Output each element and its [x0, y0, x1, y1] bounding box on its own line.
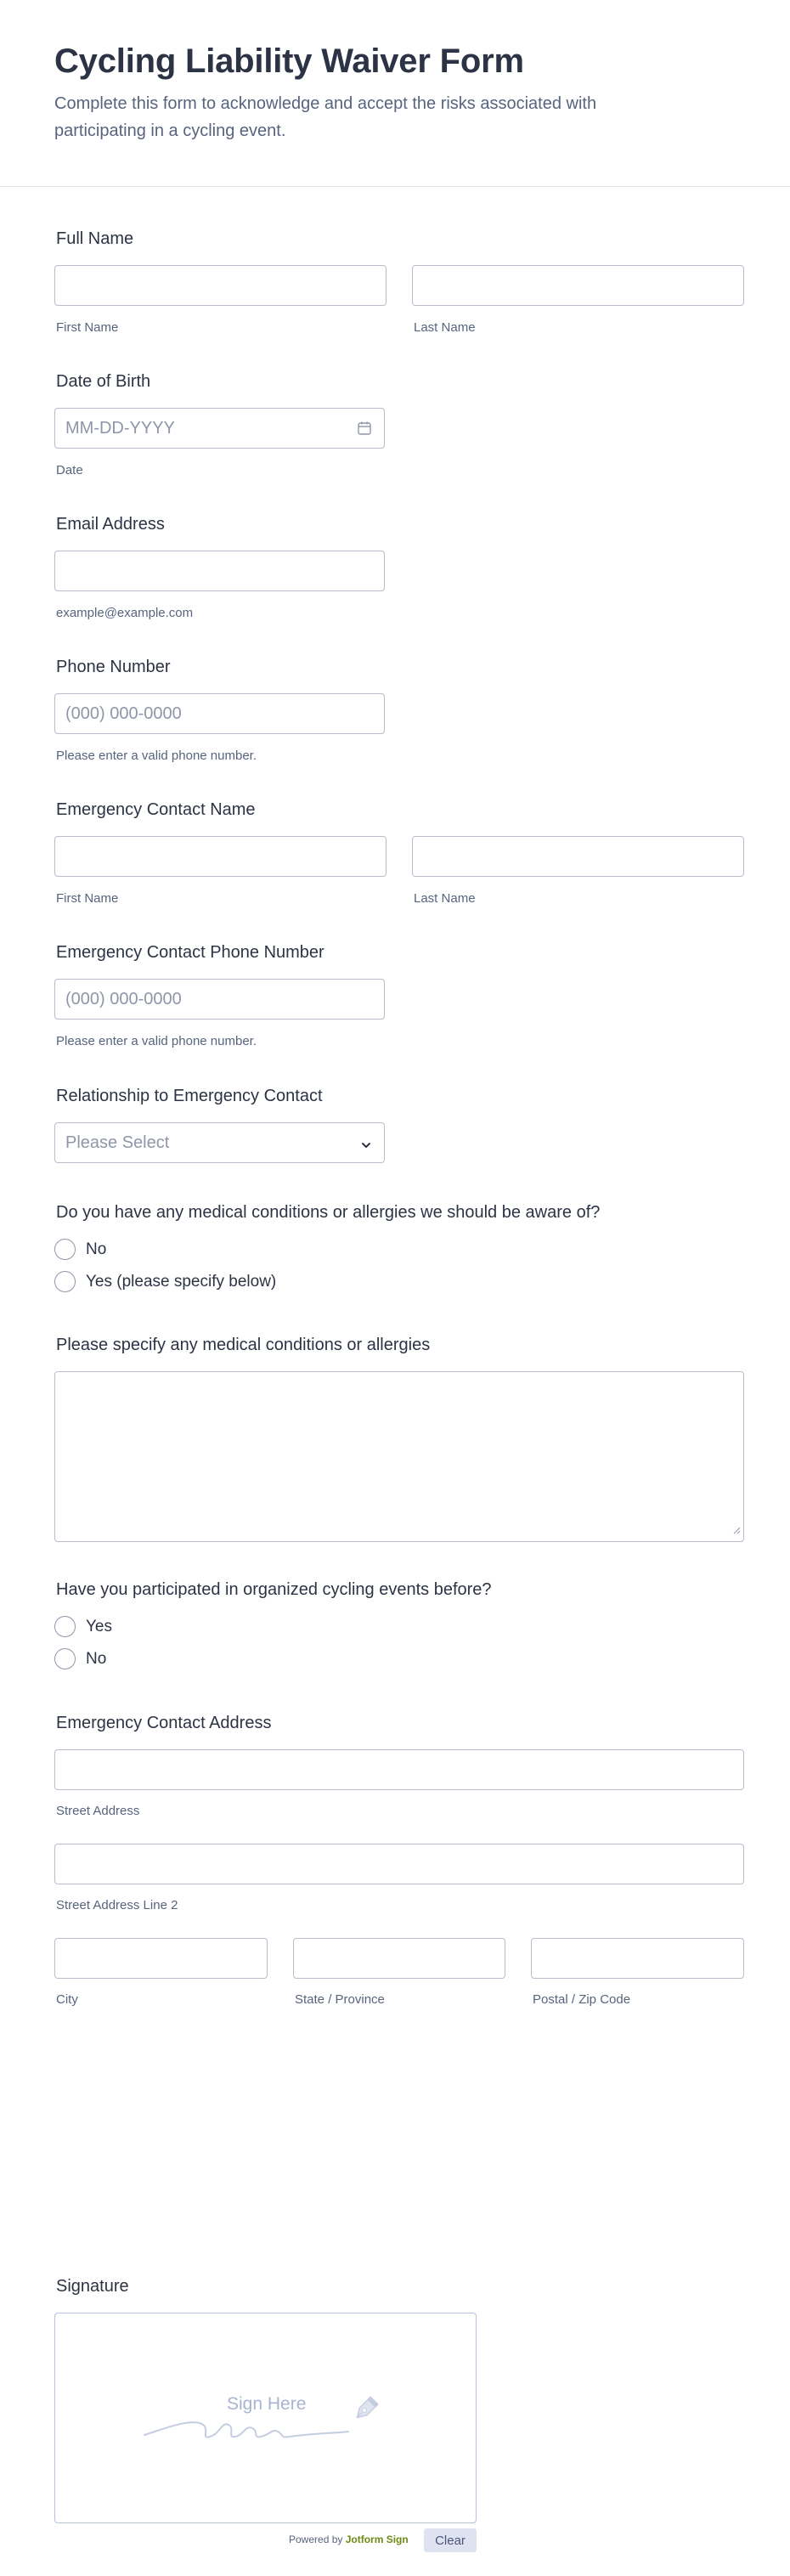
- emergency-phone-label: Emergency Contact Phone Number: [56, 943, 324, 962]
- first-name-input[interactable]: [54, 265, 387, 306]
- first-name-sublabel: First Name: [56, 320, 119, 335]
- medical-specify-label: Please specify any medical conditions or allergies: [56, 1336, 431, 1354]
- phone-sublabel: Please enter a valid phone number.: [56, 749, 257, 763]
- emergency-last-name-input[interactable]: [412, 836, 744, 877]
- dob-input[interactable]: [54, 408, 385, 449]
- state-input[interactable]: [293, 1938, 505, 1979]
- zip-sublabel: Postal / Zip Code: [533, 1992, 631, 2007]
- emergency-phone-input[interactable]: [54, 979, 385, 1020]
- radio-button[interactable]: [54, 1648, 76, 1669]
- participated-option-yes[interactable]: [54, 1616, 112, 1637]
- calendar-icon[interactable]: [357, 421, 372, 441]
- radio-label: Yes: [86, 1617, 112, 1635]
- jotform-sign-brand[interactable]: Jotform Sign: [345, 2534, 409, 2545]
- address-label: Emergency Contact Address: [56, 1714, 272, 1732]
- emergency-phone-sublabel: Please enter a valid phone number.: [56, 1034, 257, 1048]
- signature-pad[interactable]: [54, 2313, 477, 2523]
- relationship-placeholder: Please Select: [65, 1133, 170, 1152]
- medical-option-no[interactable]: [54, 1239, 106, 1260]
- street-address-input[interactable]: [54, 1749, 744, 1790]
- street-address-line2-input[interactable]: [54, 1844, 744, 1884]
- emergency-first-name-input[interactable]: [54, 836, 387, 877]
- pen-nib-icon: [347, 2393, 381, 2427]
- radio-label: No: [86, 1240, 107, 1258]
- street-address-sublabel: Street Address: [56, 1804, 140, 1818]
- email-label: Email Address: [56, 515, 165, 534]
- full-name-label: Full Name: [56, 229, 134, 248]
- emergency-last-name-sublabel: Last Name: [414, 891, 476, 906]
- signature-label: Signature: [56, 2277, 129, 2296]
- form-title: Cycling Liability Waiver Form: [54, 42, 524, 80]
- dob-sublabel: Date: [56, 463, 83, 477]
- chevron-down-icon: [360, 1137, 372, 1156]
- radio-button[interactable]: [54, 1271, 76, 1292]
- emergency-name-label: Emergency Contact Name: [56, 800, 256, 819]
- email-sublabel: example@example.com: [56, 606, 194, 620]
- emergency-phone-placeholder: (000) 000-0000: [65, 989, 182, 1008]
- relationship-label: Relationship to Emergency Contact: [56, 1087, 323, 1105]
- last-name-sublabel: Last Name: [414, 320, 476, 335]
- sign-here-placeholder: Sign Here: [227, 2394, 307, 2414]
- email-input[interactable]: [54, 551, 385, 591]
- participated-label: Have you participated in organized cycling events before?: [56, 1580, 492, 1599]
- last-name-input[interactable]: [412, 265, 744, 306]
- medical-option-yes[interactable]: [54, 1271, 276, 1292]
- powered-by-prefix: Powered by: [289, 2534, 343, 2545]
- dob-label: Date of Birth: [56, 372, 151, 391]
- radio-button[interactable]: [54, 1616, 76, 1637]
- state-sublabel: State / Province: [295, 1992, 385, 2007]
- relationship-select[interactable]: [54, 1122, 385, 1163]
- phone-input[interactable]: [54, 693, 385, 734]
- dob-placeholder: MM-DD-YYYY: [65, 418, 175, 438]
- participated-option-no[interactable]: [54, 1648, 106, 1669]
- clear-signature-button[interactable]: Clear: [424, 2528, 477, 2552]
- medical-specify-textarea[interactable]: [54, 1371, 744, 1542]
- radio-button[interactable]: [54, 1239, 76, 1260]
- resize-handle-icon[interactable]: [732, 1523, 741, 1539]
- radio-label: No: [86, 1649, 107, 1668]
- emergency-first-name-sublabel: First Name: [56, 891, 119, 906]
- phone-placeholder: (000) 000-0000: [65, 703, 182, 723]
- form-subtitle: Complete this form to acknowledge and accept the risks associated with participating in a cycling event.: [54, 94, 597, 140]
- street-address-line2-sublabel: Street Address Line 2: [56, 1898, 178, 1912]
- powered-by-text: [289, 2534, 409, 2545]
- zip-input[interactable]: [531, 1938, 744, 1979]
- phone-label: Phone Number: [56, 658, 171, 676]
- medical-label: Do you have any medical conditions or allergies we should be aware of?: [56, 1203, 601, 1222]
- form-header: [0, 0, 790, 187]
- city-sublabel: City: [56, 1992, 78, 2007]
- radio-label: Yes (please specify below): [86, 1272, 277, 1291]
- city-input[interactable]: [54, 1938, 268, 1979]
